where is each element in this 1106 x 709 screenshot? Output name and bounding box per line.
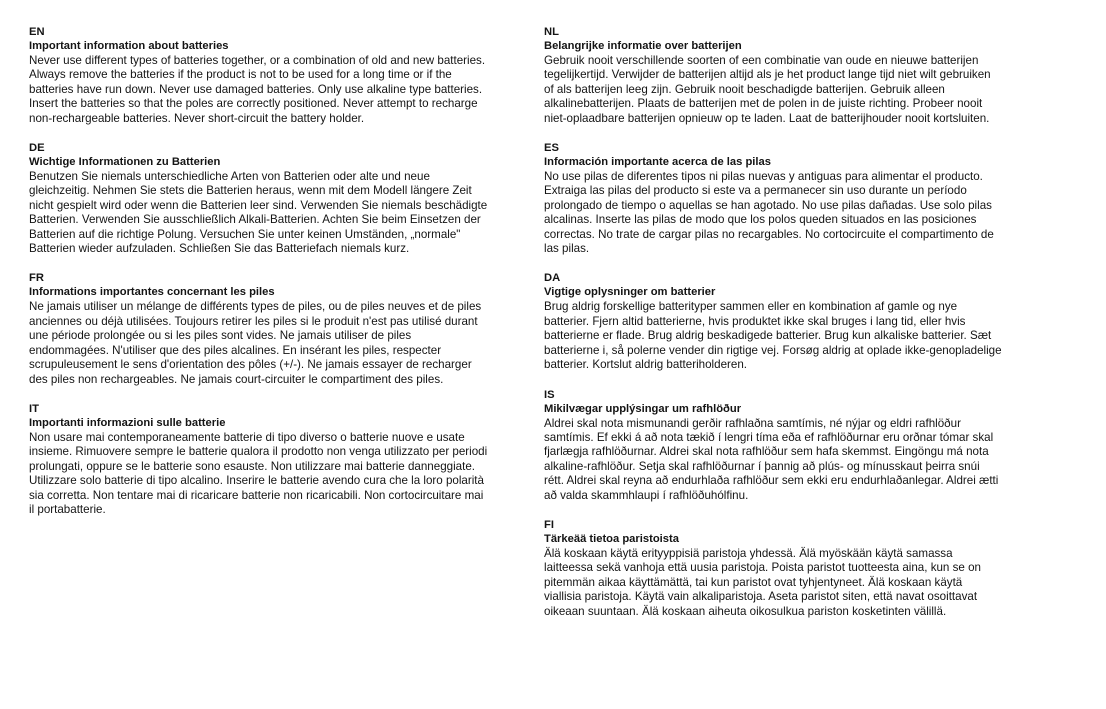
- language-code: DA: [544, 272, 561, 285]
- language-code: NL: [544, 26, 559, 38]
- section-fr: [29, 272, 489, 386]
- section-body: Never use different types of batteries together, or a combination of old and new batteries. Always remove the batteries if the product is not to be used for a long time or if the batteries have run down. Never use damaged batteries. Only use alkaline type batteries. Insert the batteries so that the poles are correctly positioned. Never attempt to recharge non-rechargeable batteries. Never short-circuit the battery holder.: [29, 54, 486, 125]
- section-it: [29, 403, 489, 517]
- section-heading: Informations importantes concernant les piles: [29, 286, 275, 299]
- section-heading: Tärkeää tietoa paristoista: [544, 532, 679, 545]
- section-body: Brug aldrig forskellige batterityper sammen eller en kombination af gamle og nye batterier. Fjern altid batterierne, hvis produktet ikke skal bruges i lang tid, eller hvis batterierne er flade. Brug aldrig beskadigede batterier. Brug kun alkaliske batterier. Sæt batterierne i, så polerne vender din rigtige vej. Forsøg aldrig at oplade ikke-genopladelige batterier. Kortslut aldrig batteriholderen.: [544, 300, 1002, 372]
- section-es: [544, 142, 1002, 256]
- section-body: Benutzen Sie niemals unterschiedliche Arten von Batterien oder alte und neue gleichzeitig. Nehmen Sie stets die Batterien heraus, wenn mit dem Modell längere Zeit nicht gespielt wird oder wenn die Batterien leer sind. Verwenden Sie niemals beschädigte Batterien. Verwenden Sie ausschließlich Alkali-Batterien. Achten Sie beim Einsetzen der Batterien auf die richtige Polung. Versuchen Sie unter keinen Umständen, „normale" Batterien wieder aufzuladen. Schließen Sie das Batteriefach niemals kurz.: [29, 170, 488, 256]
- section-de: [29, 142, 489, 256]
- language-code: DE: [29, 142, 45, 155]
- section-heading: Información importante acerca de las pilas: [544, 156, 771, 169]
- section-heading: Vigtige oplysninger om batterier: [544, 286, 716, 299]
- language-code: EN: [29, 26, 45, 38]
- section-heading: Mikilvægar upplýsingar um rafhlöður: [544, 402, 742, 415]
- section-body: No use pilas de diferentes tipos ni pilas nuevas y antiguas para alimentar el producto. Extraiga las pilas del producto si este va a permanecer sin uso durante un período prolongado de tiempo o aquellas se han agotado. No use pilas dañadas. Use solo pilas alcalinas. Inserte las pilas de modo que los polos queden situados en las posiciones correctas. No trate de cargar pilas no recargables. No cortocircuite el compartimento de las pilas.: [544, 170, 994, 256]
- right-column: [544, 26, 1002, 635]
- language-code: ES: [544, 142, 559, 155]
- language-code: FR: [29, 272, 44, 285]
- section-heading: Importanti informazioni sulle batterie: [29, 416, 226, 429]
- section-body: Non usare mai contemporaneamente batterie di tipo diverso o batterie nuove e usate insieme. Rimuovere sempre le batterie qualora il prodotto non venga utilizzato per periodi prolungati, oppure se le batterie sono esauste. Non utilizzare mai batterie danneggiate. Utilizzare solo batterie di tipo alcalino. Inserire le batterie avendo cura che la loro polarità sia corretta. Non tentare mai di ricaricare batterie non ricaricabili. Non cortocircuitare mai il portabatterie.: [29, 430, 488, 516]
- section-body: Gebruik nooit verschillende soorten of een combinatie van oude en nieuwe batterijen tegelijkertijd. Verwijder de batterijen altijd als je het product lange tijd niet wilt gebruiken of als batterijen leeg zijn. Gebruik nooit beschadigde batterijen. Gebruik alleen alkalinebatterijen. Plaats de batterijen met de polen in de juiste richting. Probeer nooit niet-oplaadbare batterijen opnieuw op te laden. Laat de batterijhouder nooit kortsluiten.: [544, 54, 991, 125]
- section-is: [544, 389, 1002, 503]
- section-body: Älä koskaan käytä erityyppisiä paristoja yhdessä. Älä myöskään käytä samassa laitteessa sekä vanhoja että uusia paristoja. Poista paristot tuotteesta aina, kun se on pitemmän aikaa käyttämättä, tai kun paristot ovat tyhjentyneet. Älä koskaan käytä viallisia paristoja. Käytä vain alkaliparistoja. Aseta paristot siten, että navat osoittavat oikeaan suuntaan. Älä koskaan aiheuta oikosulkua pariston kosketinten välillä.: [544, 546, 981, 618]
- section-fi: [544, 519, 1002, 619]
- left-column: [29, 26, 489, 533]
- section-en: [29, 26, 489, 126]
- section-nl: [544, 26, 1002, 126]
- section-heading: Important information about batteries: [29, 40, 229, 52]
- language-code: IS: [544, 388, 555, 401]
- section-heading: Wichtige Informationen zu Batterien: [29, 156, 221, 169]
- section-heading: Belangrijke informatie over batterijen: [544, 40, 742, 52]
- section-da: [544, 272, 1002, 372]
- section-body: Ne jamais utiliser un mélange de différents types de piles, ou de piles neuves et de piles anciennes ou déjà utilisées. Toujours retirer les piles si le produit n'est pas utilisé durant une période prolongée ou si les piles sont vides. Ne jamais utiliser de piles endommagées. N'utiliser que des piles alcalines. En insérant les piles, respecter scrupuleusement le sens d'orientation des pôles (+/-). Ne jamais essayer de recharger des piles non rechargeables. Ne jamais court-circuiter le compartiment des piles.: [29, 300, 482, 386]
- section-body: Aldrei skal nota mismunandi gerðir rafhlaðna samtímis, né nýjar og eldri rafhlöður samtímis. Ef ekki á að nota tækið í lengri tíma eða ef rafhlöðurnar eru orðnar tómar skal fjarlægja rafhlöðurnar. Aldrei skal nota rafhlöður sem hafa skemmst. Eingöngu má nota alkaline-rafhlöður. Setja skal rafhlöðurnar í þannig að plús- og mínusskaut þeirra snúi rétt. Aldrei skal reyna að endurhlaða rafhlöður sem ekki eru endurhlaðanlegar. Aldrei ætti að valda skammhlaupi í rafhlöðuhólfinu.: [544, 416, 999, 502]
- language-code: IT: [29, 402, 39, 415]
- language-code: FI: [544, 518, 554, 531]
